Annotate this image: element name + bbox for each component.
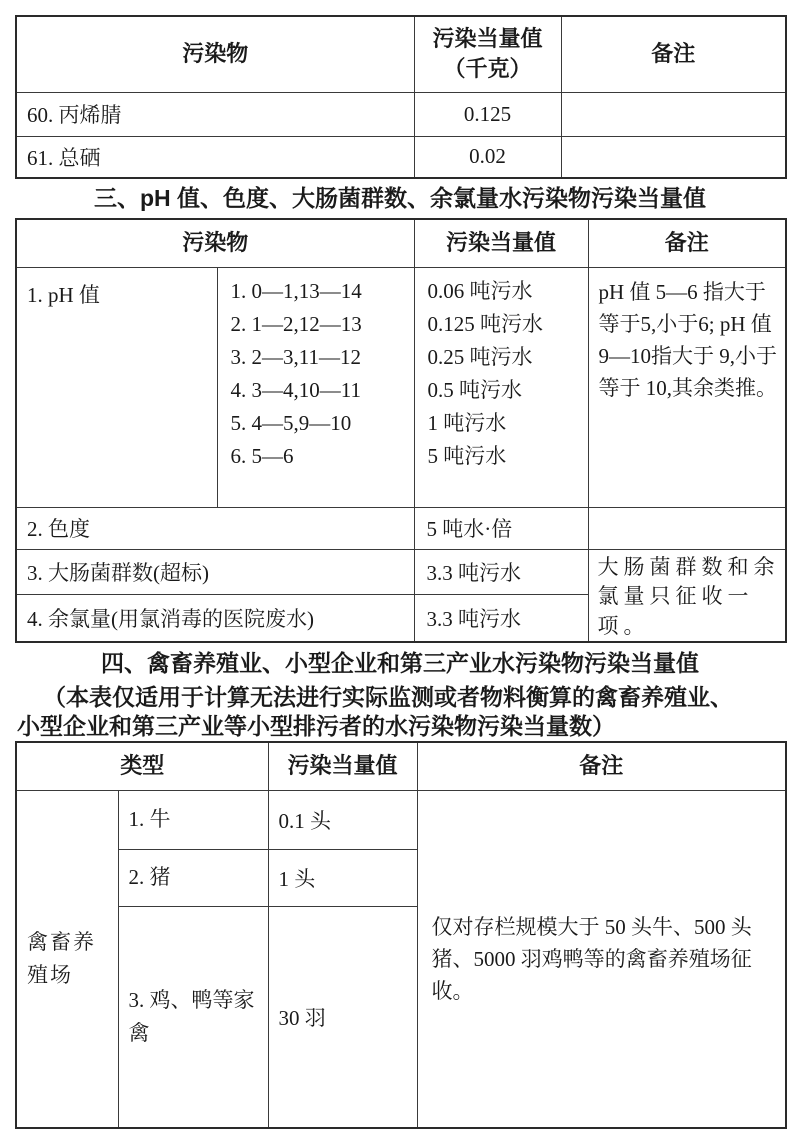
ph-value-line: 0.5 吨污水	[427, 377, 523, 402]
ph-chroma-coliform-table	[15, 218, 787, 643]
t4-header-value: 污染当量值	[268, 742, 417, 790]
t2-header-value: 污染当量值	[414, 219, 588, 267]
livestock-table	[15, 741, 787, 1129]
t4-header-type: 类型	[16, 742, 268, 790]
ph-range-line: 1. 0—1,13—14	[230, 278, 362, 303]
t1-row61-name: 61. 总硒	[16, 136, 414, 178]
ph-value-line: 0.125 吨污水	[427, 311, 544, 336]
table-row	[16, 92, 786, 136]
t1-row61-remark	[561, 136, 786, 178]
t4-remark: 仅对存栏规模大于 50 头牛、500 头猪、5000 羽鸡鸭等的禽畜养殖场征收。	[417, 790, 786, 1128]
section4-title: 四、禽畜养殖业、小型企业和第三产业水污染物污染当量值	[101, 650, 699, 676]
t2-coliform-value: 3.3 吨污水	[414, 549, 588, 594]
table-row	[16, 507, 786, 549]
t2-coliform-name: 3. 大肠菌群数(超标)	[16, 549, 414, 594]
ph-value-line: 1 吨污水	[427, 410, 507, 435]
t2-ph-ranges	[217, 267, 414, 507]
t1-header-value-line2: （千克）	[443, 56, 532, 82]
section4-note-line1: （本表仅适用于计算无法进行实际监测或者物料衡算的禽畜养殖业、	[43, 684, 733, 710]
t2-chroma-value: 5 吨水·倍	[414, 507, 588, 549]
table-row	[16, 549, 786, 594]
ph-value-line: 5 吨污水	[427, 443, 507, 468]
ph-value-line: 0.25 吨污水	[427, 344, 533, 369]
t1-header-value-line1: 污染当量值	[432, 26, 543, 52]
t2-ph-name: 1. pH 值	[16, 267, 217, 507]
t4-header-remark: 备注	[417, 742, 786, 790]
table-row	[16, 790, 786, 849]
t1-header-value	[414, 16, 561, 92]
t4-category: 禽畜养殖场	[16, 790, 118, 1128]
table-row-ph	[16, 267, 786, 507]
water-pollutant-table-1	[15, 15, 787, 179]
t4-cattle-name: 1. 牛	[118, 790, 268, 849]
ph-value-line: 0.06 吨污水	[427, 278, 533, 303]
table-row	[16, 136, 786, 178]
ph-range-line: 4. 3—4,10—11	[230, 377, 361, 402]
ph-range-line: 5. 4—5,9—10	[230, 410, 352, 435]
t2-header-pollutant: 污染物	[16, 219, 414, 267]
t1-header-remark: 备注	[561, 16, 786, 92]
document-page	[15, 0, 785, 1129]
t2-chroma-name: 2. 色度	[16, 507, 414, 549]
t2-header-remark: 备注	[588, 219, 786, 267]
ph-range-line: 6. 5—6	[230, 443, 294, 468]
t1-row60-value: 0.125	[414, 92, 561, 136]
t2-ph-remark: pH 值 5—6 指大于等于5,小于6; pH 值9—10指大于 9,小于等于 10,其余类推。	[588, 267, 786, 507]
t2-chlorine-value: 3.3 吨污水	[414, 594, 588, 642]
t1-row60-remark	[561, 92, 786, 136]
t4-poultry-value: 30 羽	[268, 906, 417, 1128]
section4-note-line2: 小型企业和第三产业等小型排污者的水污染物污染当量数）	[17, 713, 615, 739]
t1-row60-name: 60. 丙烯腈	[16, 92, 414, 136]
ph-range-line: 2. 1—2,12—13	[230, 311, 362, 336]
t4-cattle-value: 0.1 头	[268, 790, 417, 849]
t4-poultry-name: 3. 鸡、鸭等家禽	[118, 906, 268, 1128]
t2-merged-remark: 大肠菌群数和余氯量只征收一项。	[588, 549, 786, 642]
t1-header-pollutant: 污染物	[16, 16, 414, 92]
t2-chroma-remark	[588, 507, 786, 549]
t4-pig-value: 1 头	[268, 849, 417, 906]
t1-row61-value: 0.02	[414, 136, 561, 178]
t2-chlorine-name: 4. 余氯量(用氯消毒的医院废水)	[16, 594, 414, 642]
t4-pig-name: 2. 猪	[118, 849, 268, 906]
ph-range-line: 3. 2—3,11—12	[230, 344, 361, 369]
t2-ph-values	[414, 267, 588, 507]
section3-title: 三、pH 值、色度、大肠菌群数、余氯量水污染物污染当量值	[93, 185, 707, 211]
